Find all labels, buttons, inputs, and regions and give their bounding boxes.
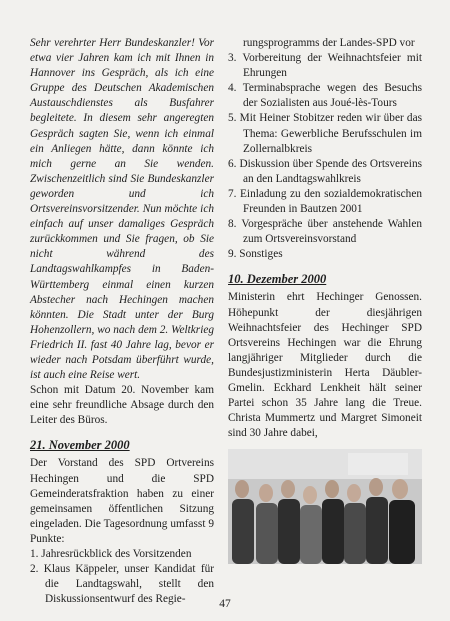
left-column <box>30 36 214 607</box>
group-photo <box>228 449 422 564</box>
agenda-item-2-continued: rungsprogramms der Landes-SPD vor <box>243 37 415 49</box>
reply-text: Schon mit Datum 20. November kam eine sehr freundliche Absage durch den Leiter des Büros. <box>30 384 214 427</box>
letter-text: Sehr verehrter Herr Bundeskanzler! Vor etwa vier Jahren kam ich mit Ihnen in Hannover ins Gespräch, als ich eine Gruppe des Deutschen Akademischen Austauschdienstes als Busfahrer begleitete. In diesem sehr angeregten Gespräch sagten Sie, wenn ich einmal ein Anliegen hätte, dann könnte ich mich gerne an Sie wenden. Zwischenzeitlich sind Sie Bundeskanzler geworden und ich Ortsvereinsvorsitzender. Nun möchte ich einfach auf unser damaliges Gespräch zurückkommen und Sie fragen, ob Sie nicht während des Landtagswahlkampfes in Baden-Württemberg einmal einen kurzen Abstecher nach Hechingen machen könnten. Die Stadt unter der Burg Hohenzollern, wo nach dem 2. Weltkrieg Friedrich II. fast 40 Jahre lag, bevor er wieder nach Potsdam überführt wurde, ist auch eine Reise wert. <box>30 37 214 382</box>
december-text: Ministerin ehrt Hechinger Genossen. Höhepunkt der diesjährigen Weihnachtsfeier des Hechinger SPD Ortsvereins Hechingen war die Ehrung langjähriger Mitglieder durch die Bundesjustizministerin Herta Däubler-Gmelin. Eckhard Lenkheit hält seiner Partei schon 35 Jahre lang die Treue. Christa Mummertz und Margret Simoneit sind 30 Jahre dabei, <box>228 291 422 440</box>
agenda-item-1: 1. Jahresrückblick des Vorsitzenden <box>30 548 192 560</box>
group-photo-illustration <box>228 449 422 564</box>
agenda-item-2: 2. Klaus Käppeler, unser Kandidat für die Landtagswahl, stellt den Diskussionsentwurf des Regie- <box>30 563 214 606</box>
page-number: 47 <box>219 598 231 610</box>
agenda-item-8: 8. Vorgespräche über anstehende Wahlen zum Ortsvereinsvorstand <box>228 218 422 246</box>
heading-december: 10. Dezember 2000 <box>228 272 327 287</box>
agenda-item-9: 9. Sonstiges <box>228 248 283 261</box>
agenda-item-7: 7. Einladung zu den sozialdemokratischen Freunden in Bautzen 2001 <box>228 187 422 216</box>
agenda-item-5: 5. Mit Heiner Stobitzer reden wir über das Thema: Gewerbliche Berufsschulen im Zollernalbkreis <box>228 112 422 155</box>
november-text: Der Vorstand des SPD Ortvereins Hechingen und die SPD Gemeinderatsfraktion haben zu einer gemeinsamen öffentlichen Sitzung eingeladen. Die Tagesordnung umfasst 9 Punkte: <box>30 457 214 545</box>
agenda-item-4: 4. Terminabsprache wegen des Besuchs der Sozialisten aus Joué-lès-Tours <box>228 82 422 110</box>
agenda-list-right <box>228 36 422 262</box>
heading-november: 21. November 2000 <box>30 438 130 453</box>
right-column <box>228 36 422 564</box>
agenda-item-6: 6. Diskussion über Spende des Ortsvereins an den Landtagswahlkreis <box>228 157 422 185</box>
agenda-item-3: 3. Vorbereitung der Weihnachtsfeier mit Ehrungen <box>228 52 422 80</box>
